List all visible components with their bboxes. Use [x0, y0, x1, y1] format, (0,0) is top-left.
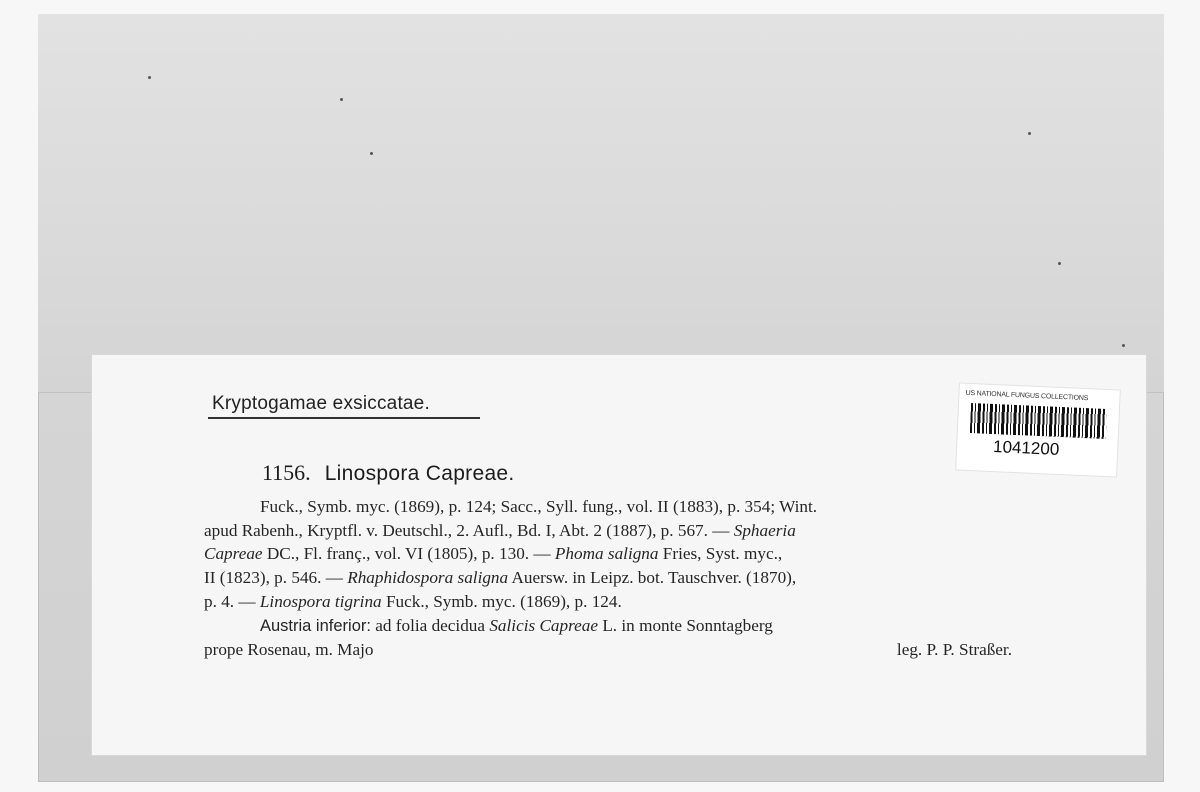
citation-line: p. 4. — Linospora tigrina Fuck., Symb. myc. (1869), p. 124. [204, 591, 622, 611]
locality-region: Austria inferior: [260, 616, 371, 635]
entry-heading [262, 460, 515, 486]
speck [370, 152, 373, 155]
citation-line: Fuck., Symb. myc. (1869), p. 124; Sacc., Syll. fung., vol. II (1883), p. 354; Wint. [260, 497, 818, 516]
citation-block [204, 495, 1034, 662]
citation-line: Capreae DC., Fl. franç., vol. VI (1805), p. 130. — Phoma saligna Fries, Syst. myc., [204, 544, 783, 564]
series-title: Kryptogamae exsiccatae. [212, 393, 430, 414]
entry-number: 1156. [262, 460, 311, 485]
barcode-number: 1041200 [992, 437, 1060, 459]
locality-place: prope Rosenau, m. Majo [204, 640, 374, 660]
locality-line [204, 638, 1034, 662]
locality-line: Austria inferior: ad folia decidua Salicis Capreae L. in monte Sonntagberg [260, 615, 773, 635]
speck [148, 76, 151, 79]
speck [340, 98, 343, 101]
barcode-label [956, 384, 1120, 477]
series-underline [208, 417, 480, 419]
barcode-institution: US NATIONAL FUNGUS COLLECTIONS [965, 389, 1089, 403]
collector: leg. P. P. Straßer. [896, 640, 1012, 660]
taxon-name: Linospora Capreae. [324, 462, 515, 485]
speck [1028, 132, 1031, 135]
packet-flap [38, 14, 1164, 393]
speck [1122, 344, 1125, 347]
speck [1058, 262, 1061, 265]
host-name: Salicis Capreae [489, 615, 599, 635]
citation-line: apud Rabenh., Kryptfl. v. Deutschl., 2. Aufl., Bd. I, Abt. 2 (1887), p. 567. — Sphaeria [204, 520, 796, 540]
citation-line: II (1823), p. 546. — Rhaphidospora saligna Auersw. in Leipz. bot. Tauschver. (1870), [204, 568, 797, 588]
specimen-label [92, 355, 1146, 755]
barcode-icon [970, 403, 1107, 439]
